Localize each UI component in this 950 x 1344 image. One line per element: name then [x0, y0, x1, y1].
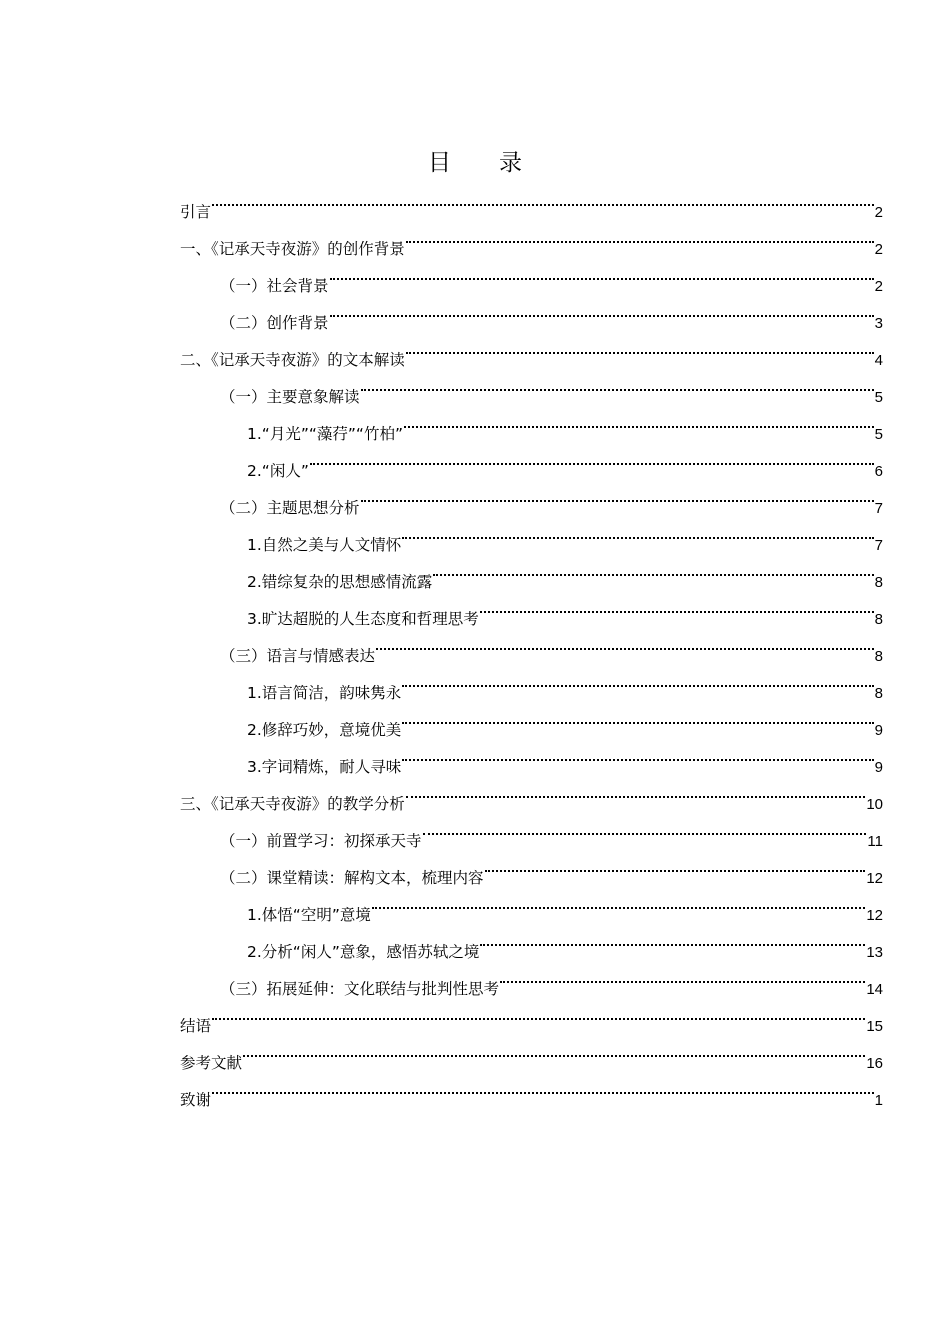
toc-entry-title: 1.体悟“空明”意境: [247, 906, 371, 924]
toc-page-number: 2: [874, 204, 883, 221]
toc-page-number: 4: [874, 352, 883, 369]
toc-entry-title: 致谢: [180, 1091, 212, 1109]
toc-page-number: 7: [874, 537, 883, 554]
toc-dot-leader: [361, 476, 874, 513]
toc-page-number: 8: [874, 611, 883, 628]
toc-entry-title: 1.自然之美与人文情怀: [247, 536, 402, 554]
toc-page-number: 12: [866, 907, 883, 924]
toc-entry[interactable]: [180, 180, 883, 221]
toc-page-number: 6: [874, 463, 883, 480]
toc-dot-leader: [480, 587, 874, 624]
toc-page-number: 8: [874, 648, 883, 665]
toc-dot-leader: [212, 1068, 874, 1105]
toc-dot-leader: [376, 624, 874, 661]
toc-dot-leader: [330, 291, 874, 328]
toc-entry-title: 一、《记承天寺夜游》的创作背景: [180, 240, 405, 258]
toc-dot-leader: [402, 513, 873, 550]
toc-entry-title: 3.旷达超脱的人生态度和哲理思考: [247, 610, 479, 628]
toc-entry-title: 三、《记承天寺夜游》的教学分析: [180, 795, 405, 813]
toc-dot-leader: [402, 735, 873, 772]
table-of-contents: [180, 180, 883, 1109]
toc-page-number: 3: [874, 315, 883, 332]
toc-page-number: 2: [874, 241, 883, 258]
toc-entry-title: 2.错综复杂的思想感情流露: [247, 573, 433, 591]
toc-dot-leader: [361, 365, 874, 402]
toc-entry-title: 1.“月光”“藻荇”“竹柏”: [247, 425, 403, 443]
toc-dot-leader: [404, 402, 874, 439]
toc-page-number: 9: [874, 722, 883, 739]
toc-dot-leader: [212, 180, 874, 217]
toc-dot-leader: [485, 846, 866, 883]
toc-entry-title: （一）前置学习：初探承天寺: [220, 832, 422, 850]
toc-page-number: 7: [874, 500, 883, 517]
toc-entry[interactable]: [180, 217, 883, 258]
toc-entry-title: 参考文献: [180, 1054, 243, 1072]
toc-dot-leader: [243, 1031, 865, 1068]
toc-dot-leader: [406, 328, 874, 365]
toc-entry-title: （三）拓展延伸：文化联结与批判性思考: [220, 980, 500, 998]
toc-page-number: 14: [866, 981, 883, 998]
toc-entry-title: 2.修辞巧妙，意境优美: [247, 721, 402, 739]
toc-entry-title: 1.语言简洁，韵味隽永: [247, 684, 402, 702]
toc-page-number: 8: [874, 685, 883, 702]
toc-entry-title: 2.“闲人”: [247, 462, 309, 480]
toc-page-number: 16: [866, 1055, 883, 1072]
toc-entry-title: （一）社会背景: [220, 277, 329, 295]
toc-entry-title: 二、《记承天寺夜游》的文本解读: [180, 351, 405, 369]
toc-entry-title: （二）课堂精读：解构文本，梳理内容: [220, 869, 484, 887]
toc-entry-title: 2.分析“闲人”意象，感悟苏轼之境: [247, 943, 480, 961]
toc-dot-leader: [433, 550, 873, 587]
toc-dot-leader: [310, 439, 874, 476]
toc-page-number: 2: [874, 278, 883, 295]
toc-dot-leader: [406, 772, 866, 809]
toc-page-number: 1: [874, 1092, 883, 1109]
toc-entry-title: 结语: [180, 1017, 212, 1035]
toc-page-number: 5: [874, 389, 883, 406]
title-char-2: 录: [499, 150, 522, 176]
toc-dot-leader: [212, 994, 865, 1031]
toc-dot-leader: [423, 809, 867, 846]
toc-page-number: 9: [874, 759, 883, 776]
toc-entry-title: （一）主要意象解读: [220, 388, 360, 406]
toc-entry-title: （三）语言与情感表达: [220, 647, 376, 665]
toc-dot-leader: [500, 957, 865, 994]
toc-dot-leader: [330, 254, 874, 291]
toc-entry-title: （二）创作背景: [220, 314, 329, 332]
toc-page-number: 13: [866, 944, 883, 961]
toc-entry-title: （二）主题思想分析: [220, 499, 360, 517]
toc-entry[interactable]: [180, 1031, 883, 1072]
toc-entry[interactable]: [180, 994, 883, 1035]
toc-page-number: 8: [874, 574, 883, 591]
toc-page-number: 15: [866, 1018, 883, 1035]
toc-dot-leader: [372, 883, 865, 920]
toc-page-number: 12: [866, 870, 883, 887]
toc-entry-title: 引言: [180, 203, 212, 221]
toc-dot-leader: [402, 661, 873, 698]
toc-page-number: 10: [866, 796, 883, 813]
title-char-1: 目: [428, 150, 451, 176]
toc-page-number: 5: [874, 426, 883, 443]
toc-entry-title: 3.字词精炼，耐人寻味: [247, 758, 402, 776]
toc-dot-leader: [402, 698, 873, 735]
toc-entry[interactable]: [180, 1068, 883, 1109]
toc-dot-leader: [480, 920, 865, 957]
page-title: [0, 148, 950, 178]
toc-page-number: 11: [867, 833, 883, 850]
toc-dot-leader: [406, 217, 874, 254]
